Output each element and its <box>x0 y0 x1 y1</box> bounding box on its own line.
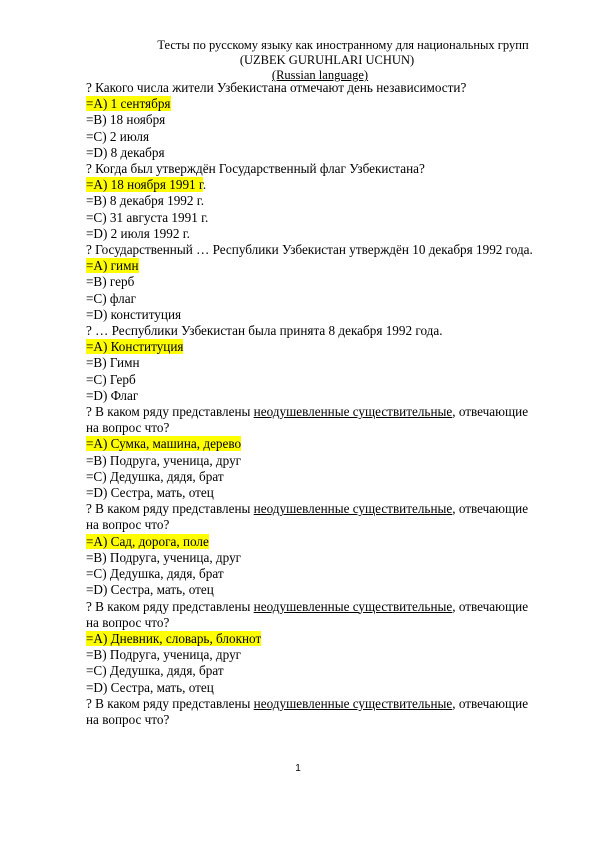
answer-option: =D) 2 июля 1992 г. <box>86 225 190 241</box>
question-suffix: , отвечающие на вопрос что? <box>86 598 529 630</box>
question-underlined: неодушевленные существительные <box>253 695 453 711</box>
question-underlined: неодушевленные существительные <box>253 404 453 420</box>
question-underlined: неодушевленные существительные <box>253 598 453 614</box>
question-prefix: ? В каком ряду представлены <box>86 695 254 711</box>
question-text: ? Государственный … Республики Узбекистан утверждён 10 декабря 1992 года. <box>86 242 533 258</box>
question-prefix: ? В каком ряду представлены <box>86 501 254 517</box>
question-text <box>86 696 536 728</box>
answer-option: =C) Дедушка, дядя, брат <box>86 566 224 582</box>
answer-option: =C) флаг <box>86 290 136 306</box>
answer-option: =B) Гимн <box>86 355 140 371</box>
answer-option: =B) герб <box>86 274 135 290</box>
question-suffix: , отвечающие на вопрос что? <box>86 501 529 533</box>
answer-option: =D) Флаг <box>86 387 139 403</box>
answer-option: =B) Подруга, ученица, друг <box>86 452 242 468</box>
correct-answer: =A) Сумка, машина, дерево <box>86 436 242 452</box>
answer-option: =D) 8 декабря <box>86 144 165 160</box>
answer-option: =D) Сестра, мать, отец <box>86 582 214 598</box>
question-text <box>86 404 536 436</box>
answer-option: =B) 18 ноября <box>86 112 166 128</box>
answer-option: =C) Дедушка, дядя, брат <box>86 663 224 679</box>
page-number: 1 <box>295 763 301 774</box>
answer-option: =D) Сестра, мать, отец <box>86 679 214 695</box>
document-header <box>0 38 596 83</box>
answer-option: =C) Герб <box>86 371 136 387</box>
question-text: ? Какого числа жители Узбекистана отмечают день независимости? <box>86 80 467 95</box>
answer-option: =D) конституция <box>86 306 182 322</box>
correct-answer: =A) 18 ноября 1991 г <box>86 177 203 193</box>
answer-option: =D) Сестра, мать, отец <box>86 485 214 501</box>
correct-answer: =A) Конституция <box>86 339 184 355</box>
test-content <box>86 80 536 728</box>
answer-option: =C) 31 августа 1991 г. <box>86 209 209 225</box>
correct-answer: =A) Сад, дорога, поле <box>86 533 209 549</box>
answer-option: =B) Подруга, ученица, друг <box>86 647 242 663</box>
question-text <box>86 599 536 631</box>
answer-option: =C) Дедушка, дядя, брат <box>86 468 224 484</box>
question-text: ? … Республики Узбекистан была принята 8 декабря 1992 года. <box>86 323 443 339</box>
question-suffix: , отвечающие на вопрос что? <box>86 404 529 436</box>
header-title: Тесты по русскому языку как иностранному для национальных групп <box>157 38 529 52</box>
correct-answer: =A) Дневник, словарь, блокнот <box>86 630 262 646</box>
question-text <box>86 501 536 533</box>
question-prefix: ? В каком ряду представлены <box>86 598 254 614</box>
header-language: (Russian language) <box>271 68 369 82</box>
header-subtitle: (UZBEK GURUHLARI UCHUN) <box>239 53 415 67</box>
correct-answer: =A) 1 сентября <box>86 96 171 112</box>
answer-tail: . <box>202 177 207 193</box>
answer-option: =B) Подруга, ученица, друг <box>86 549 242 565</box>
question-prefix: ? В каком ряду представлены <box>86 404 254 420</box>
question-suffix: , отвечающие на вопрос что? <box>86 695 529 727</box>
correct-answer: =A) гимн <box>86 258 139 274</box>
question-underlined: неодушевленные существительные <box>253 501 453 517</box>
answer-option: =B) 8 декабря 1992 г. <box>86 193 204 209</box>
answer-option: =C) 2 июля <box>86 128 150 144</box>
question-text: ? Когда был утверждён Государственный флаг Узбекистана? <box>86 161 425 177</box>
